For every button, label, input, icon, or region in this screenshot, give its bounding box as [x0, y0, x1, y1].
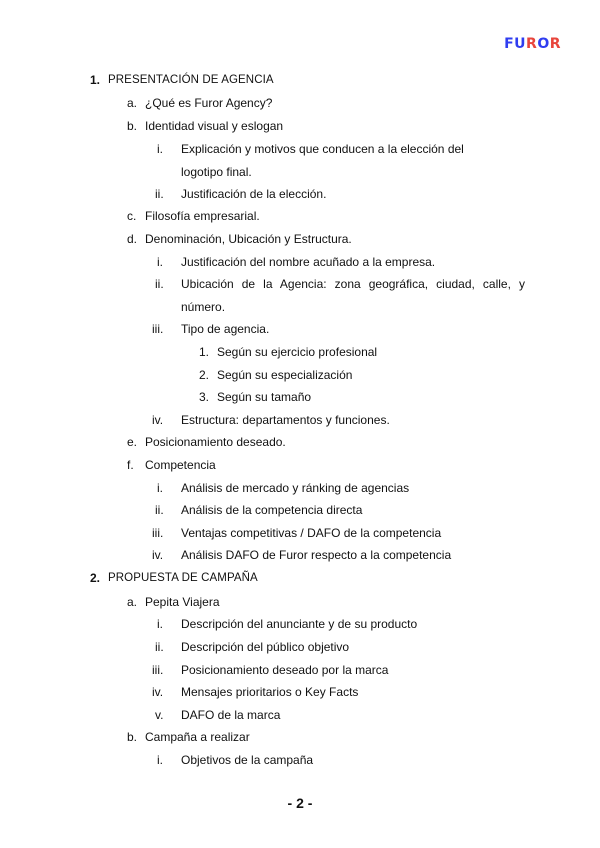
page-number: - 2 -	[287, 795, 313, 811]
furor-logo: FUROR	[504, 36, 561, 52]
